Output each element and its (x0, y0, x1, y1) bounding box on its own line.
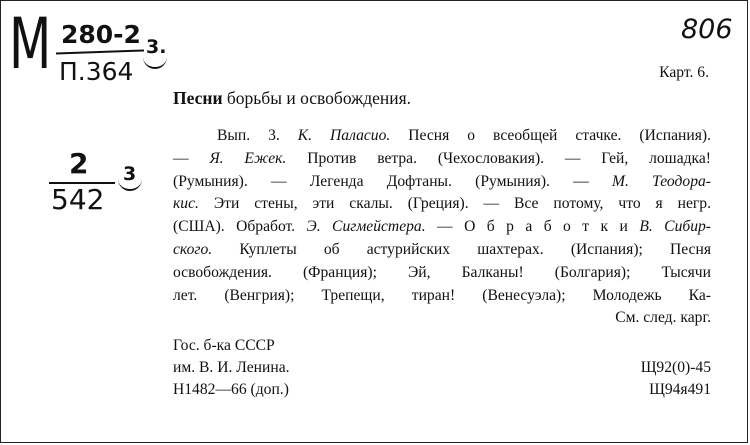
body-line: освобождения. (Франция); Эй, Балканы! (Болгария); Тысячи (173, 263, 711, 281)
handwritten-left-fraction-top: 2 (69, 147, 89, 180)
footer-left (173, 335, 290, 401)
italic-name: кис. (173, 195, 199, 213)
handwritten-call-number-top: 280-2 (61, 20, 141, 49)
handwritten-superscript-top-underline (143, 57, 167, 69)
card-title-rest: борьбы и освобождения. (222, 88, 412, 108)
handwritten-fraction-line-top (56, 49, 144, 54)
body-line: кис. Эти стены, эти скалы. (Греция). — Все потому, что я негр. (173, 195, 711, 213)
handwritten-superscript-left: 3 (123, 163, 137, 185)
body-line: ского. Куплеты об астурийских шахтерах. (Испания); Песня (173, 240, 711, 258)
footer-left-line: им. В. И. Ленина. (173, 359, 290, 376)
footer-right-line: Щ92(0)-45 (640, 359, 711, 376)
italic-name: Э. Сигмейстера. (306, 218, 426, 236)
italic-name: ского. (173, 240, 213, 258)
handwritten-call-number-bottom: П.364 (59, 57, 134, 86)
italic-name: М. Теодора- (611, 172, 711, 190)
footer-left-line: Гос. б-ка СССР (173, 337, 275, 354)
footer-left-line: Н1482—66 (доп.) (173, 381, 289, 398)
italic-name: Я. Ежек. (209, 149, 287, 167)
italic-name: В. Сибир- (639, 218, 711, 236)
card-number: Карт. 6. (659, 64, 709, 81)
body-line: — Я. Ежек. Против ветра. (Чехословакия). — Гей, лошадка! (173, 149, 712, 167)
handwritten-superscript-top: 3. (146, 36, 167, 58)
card-title (173, 88, 411, 109)
footer-right (641, 357, 711, 401)
handwritten-letter-m: М (9, 3, 52, 85)
body-line: См. след. карг. (615, 309, 711, 327)
handwritten-corner-number: 806 (681, 14, 733, 45)
footer-right-line: Щ94я491 (649, 381, 711, 398)
body-line: (США). Обработ. Э. Сигмейстера. — О б р а б о т к и В. Сибир- (173, 218, 711, 236)
italic-name: К. Паласио. (297, 127, 391, 144)
card-body (173, 125, 711, 330)
handwritten-superscript-left-underline (118, 177, 142, 191)
body-line: лет. (Венгрия); Трепещи, тиран! (Венесуэла); Молодежь Ка- (173, 286, 711, 304)
body-line: Вып. 3. К. Паласио. Песня о всеобщей стачке. (Испания). (217, 127, 711, 144)
handwritten-left-fraction-bottom: 542 (51, 183, 105, 216)
body-line: (Румыния). — Легенда Дофтаны. (Румыния). — М. Теодора- (173, 172, 711, 190)
card-title-bold: Песни (173, 88, 223, 108)
